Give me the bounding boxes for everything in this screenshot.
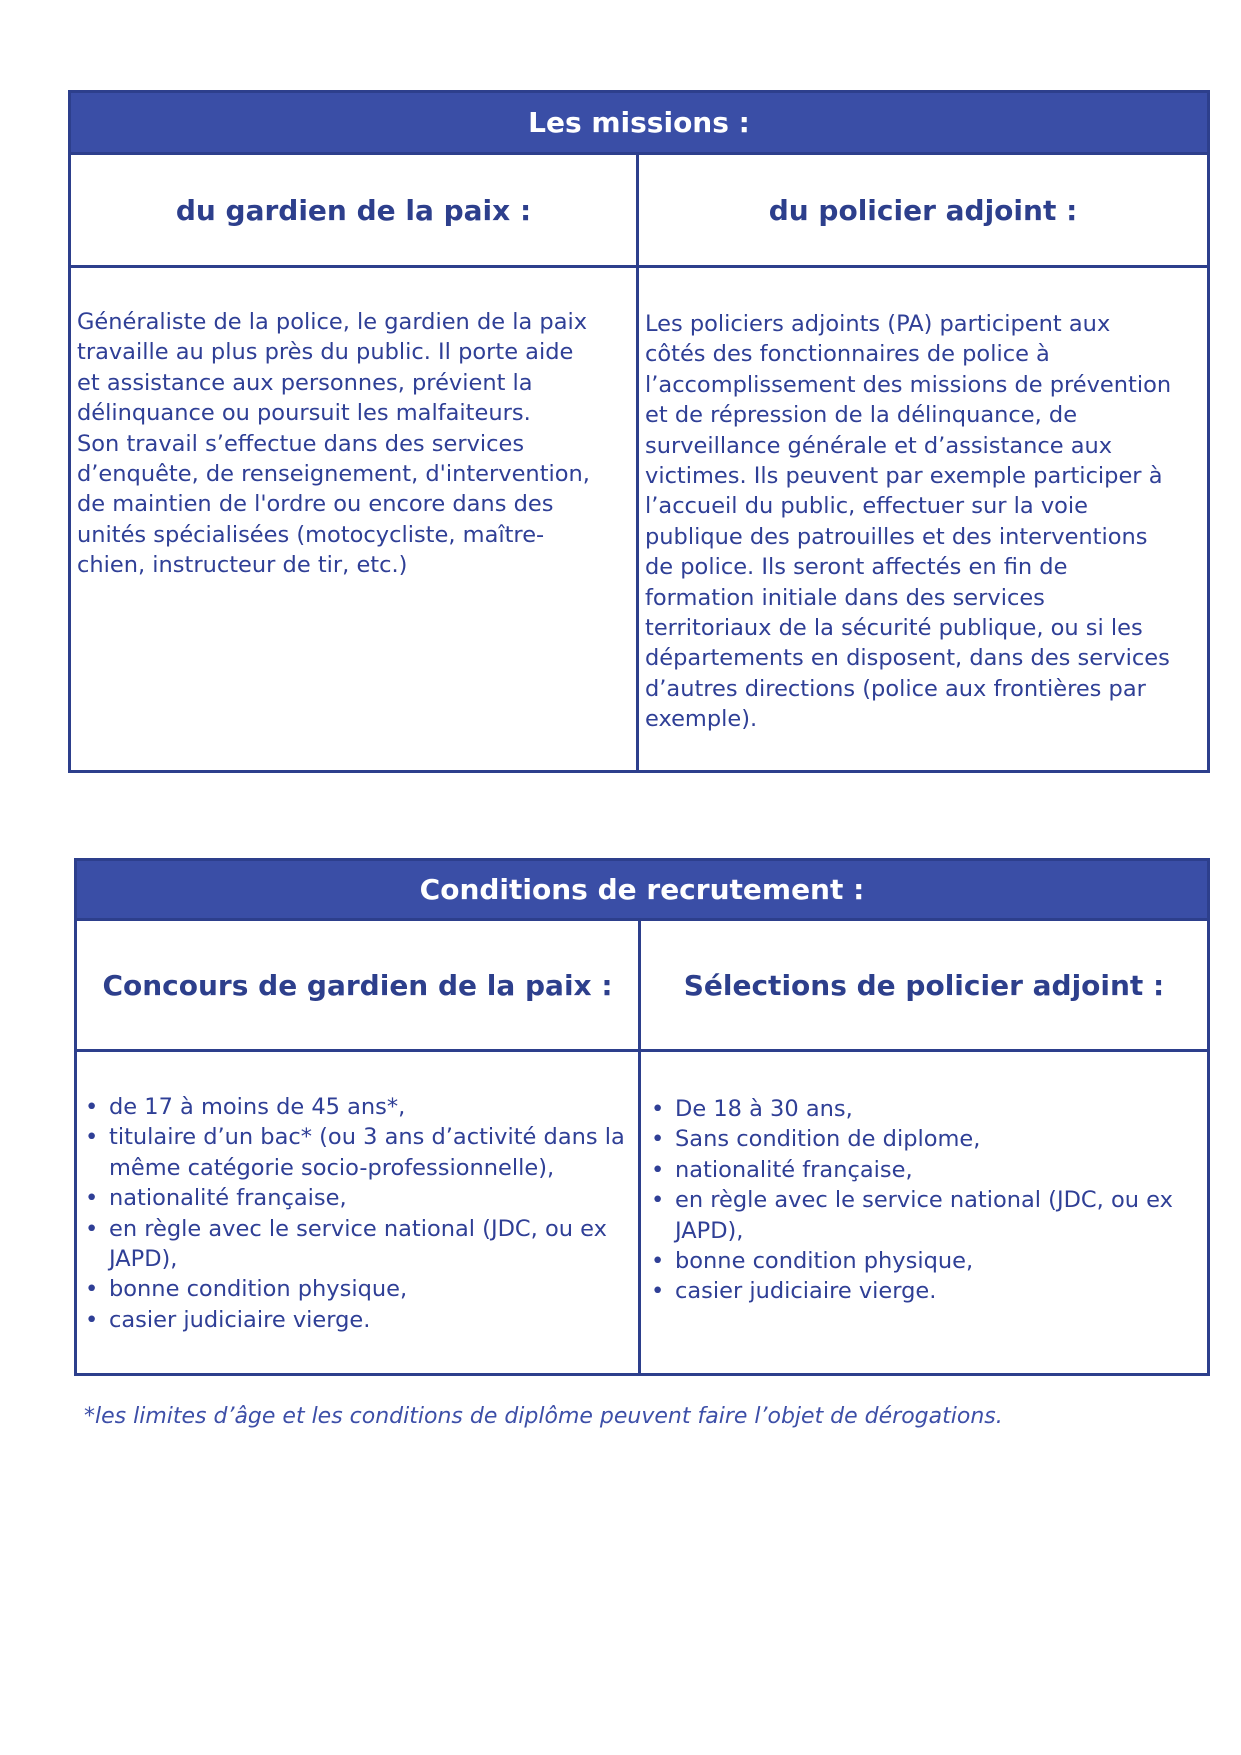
list-item: • en règle avec le service national (JDC, ou ex JAPD), [647,1185,1199,1246]
missions-table [68,90,1210,773]
recruitment-subhead-divider [77,1049,1207,1052]
list-item: • De 18 à 30 ans, [647,1094,1199,1124]
list-item: • Sans condition de diplome, [647,1124,1199,1154]
missions-left-heading: du gardien de la paix : [175,193,532,227]
footnote: *les limites d’âge et les conditions de diplôme peuvent faire l’objet de dérogations. [84,1404,1003,1429]
recruitment-left-heading: Concours de gardien de la paix : [102,968,613,1002]
missions-left-text: Généraliste de la police, le gardien de la paix travaille au plus près du public. Il porte aide et assistance aux personnes, prévient la délinquance ou poursuit les malfaiteurs. Son travail s’effectue dans des services d’enquête, de renseignement, d'intervention, de maintien de l'ordre ou encore dans des unités spécialisées (motocycliste, maître- chien, instructeur de tir, etc.) [77,309,590,579]
list-item: • bonne condition physique, [81,1274,633,1304]
list-item: • nationalité française, [647,1155,1199,1185]
list-item: • titulaire d’un bac* (ou 3 ans d’activité dans la même catégorie socio-professionnelle), [81,1122,633,1183]
list-item: • casier judiciaire vierge. [647,1276,1199,1306]
recruitment-right-heading: Sélections de policier adjoint : [683,968,1165,1002]
recruitment-right-list [647,1094,1199,1307]
missions-title: Les missions : [71,93,1207,155]
missions-right-heading: du policier adjoint : [768,193,1078,227]
recruitment-table [74,858,1210,1376]
list-item: • bonne condition physique, [647,1246,1199,1276]
recruitment-left-list [81,1092,633,1335]
missions-right-text: Les policiers adjoints (PA) participent aux côtés des fonctionnaires de police à l’accomplissement des missions de prévention et de répression de la délinquance, de surveillance générale et d’assistance aux victimes. Ils peuvent par exemple participer à l’accueil du public, effectuer sur la voie publique des patrouilles et des interventions de police. Ils seront affectés en fin de formation initiale dans des services territoriaux de la sécurité publique, ou si les départements en disposent, dans des services d’autres directions (police aux frontières par exemple). [645,311,1172,733]
list-item: • en règle avec le service national (JDC, ou ex JAPD), [81,1214,633,1275]
list-item: • casier judiciaire vierge. [81,1305,633,1335]
missions-subhead-divider [71,265,1207,268]
list-item: • nationalité française, [81,1183,633,1213]
list-item: • de 17 à moins de 45 ans*, [81,1092,633,1122]
recruitment-title: Conditions de recrutement : [77,861,1207,921]
